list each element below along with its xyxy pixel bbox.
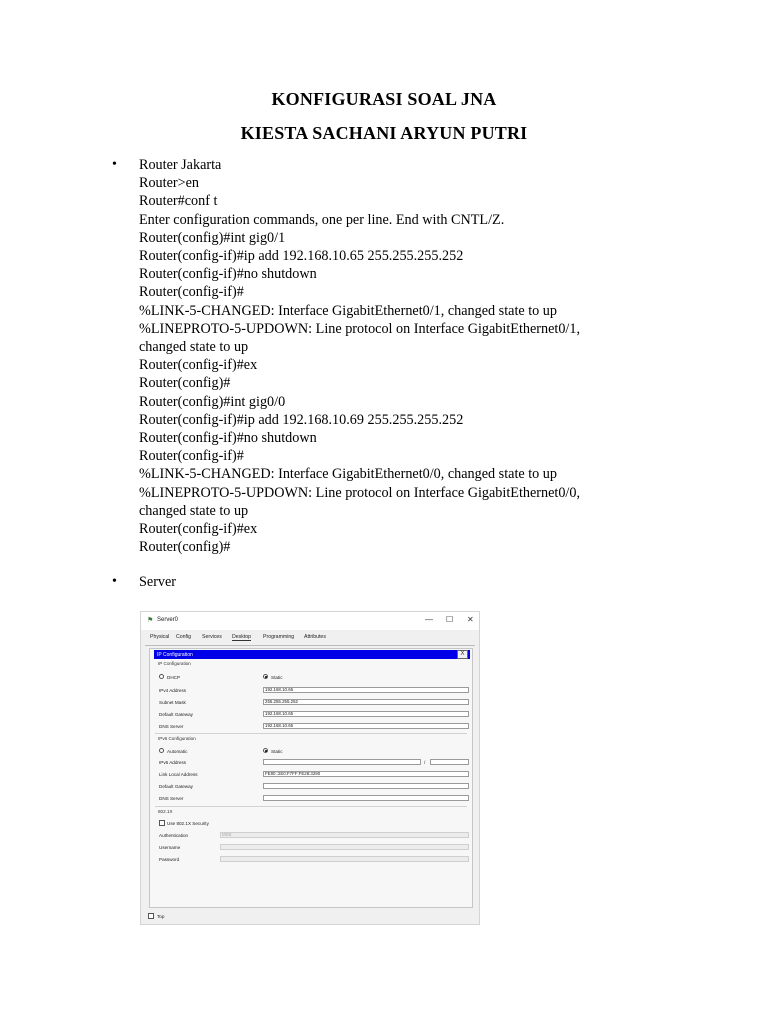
panel-title: IP Configuration (157, 651, 193, 658)
config-line: Router(config-if)#ip add 192.168.10.69 255.255.255.252 (139, 411, 464, 428)
ipv6-static-label: Static (271, 749, 283, 754)
server-icon: ⚑ (147, 617, 154, 624)
ipv4-address-label: IPv4 Address (159, 688, 187, 693)
default-gateway-input[interactable]: 192.168.10.65 (263, 711, 469, 717)
link-local-label: Link Local Address (159, 772, 198, 777)
tab-physical[interactable]: Physical (150, 634, 170, 640)
ipv6-dns-server-input[interactable] (263, 795, 469, 801)
ipv6-static-radio[interactable] (263, 748, 268, 753)
automatic-label: Automatic (167, 749, 188, 754)
bullet-icon: • (112, 574, 117, 589)
config-line: changed state to up (139, 502, 249, 519)
config-line: %LINEPROTO-5-UPDOWN: Line protocol on Interface GigabitEthernet0/1, (139, 320, 581, 337)
minimize-icon[interactable]: — (425, 615, 433, 624)
dns-server-input[interactable]: 192.168.10.66 (263, 723, 469, 729)
ipv6-section-label: IPv6 Configuration (158, 736, 196, 741)
server-label: Server (139, 574, 177, 590)
subnet-mask-input[interactable]: 255.255.255.252 (263, 699, 469, 705)
config-line: Router(config)#int gig0/1 (139, 229, 286, 246)
config-line: Router(config)#int gig0/0 (139, 393, 286, 410)
close-icon[interactable]: ✕ (467, 615, 474, 624)
ipv6-default-gateway-label: Default Gateway (159, 784, 193, 789)
config-line: Router(config-if)# (139, 448, 244, 465)
tab-desktop[interactable]: Desktop (232, 634, 252, 640)
tab-attributes[interactable]: Attributes (304, 634, 326, 640)
ip-configuration-panel (149, 648, 473, 908)
config-line: Router(config-if)# (139, 284, 244, 301)
router-config-lines (139, 156, 639, 556)
prefix-separator: / (424, 760, 426, 765)
use-8021x-label: Use 802.1X Security (167, 821, 209, 826)
username-input[interactable] (220, 844, 469, 850)
config-line: Router>en (139, 175, 200, 192)
authentication-label: Authentication (159, 833, 189, 838)
subnet-mask-label: Subnet Mask (159, 700, 186, 705)
config-line: Router(config)# (139, 539, 231, 556)
dns-server-label: DNS Server (159, 724, 184, 729)
config-line: Router(config-if)#no shutdown (139, 266, 317, 283)
tab-divider (145, 645, 475, 646)
tab-programming[interactable]: Programming (263, 634, 295, 640)
config-line: %LINK-5-CHANGED: Interface GigabitEthernet0/1, changed state to up (139, 302, 557, 319)
tab-services[interactable]: Services (202, 634, 222, 640)
password-input[interactable] (220, 856, 469, 862)
ipv6-address-input[interactable] (263, 759, 421, 765)
static-label: Static (271, 675, 283, 680)
top-checkbox-label: Top (157, 914, 165, 919)
static-radio[interactable] (263, 674, 268, 679)
dhcp-label: DHCP (167, 675, 181, 680)
ipv6-address-label: IPv6 Address (159, 760, 187, 765)
section-divider (155, 733, 467, 734)
bullet-icon: • (112, 157, 117, 172)
link-local-input[interactable]: FE80::2E0:F7FF:FE28:3290 (263, 771, 469, 777)
config-line: Router(config-if)#ex (139, 521, 258, 538)
section-divider (155, 806, 467, 807)
document-title: KONFIGURASI SOAL JNA (271, 89, 497, 109)
config-line: Enter configuration commands, one per line. End with CNTL/Z. (139, 211, 505, 228)
server-window-screenshot (140, 611, 480, 925)
router-heading: Router Jakarta (139, 157, 222, 173)
config-line: Router(config-if)#no shutdown (139, 430, 317, 447)
window-title: Server0 (157, 617, 179, 623)
username-label: Username (159, 845, 181, 850)
panel-close-button[interactable]: X (457, 650, 468, 659)
use-8021x-checkbox[interactable] (159, 820, 165, 826)
config-line: Router(config-if)#ex (139, 357, 258, 374)
config-line: Router(config-if)#ip add 192.168.10.65 255.255.255.252 (139, 248, 464, 265)
default-gateway-label: Default Gateway (159, 712, 193, 717)
password-label: Password (159, 857, 180, 862)
maximize-icon[interactable]: ☐ (446, 615, 454, 624)
authentication-select[interactable]: MD5 (220, 832, 469, 838)
ipv4-section-label: IP Configuration (158, 661, 191, 666)
window-titlebar (141, 612, 479, 630)
ipv4-address-input[interactable]: 192.168.10.66 (263, 687, 469, 693)
config-line: Router(config)# (139, 375, 231, 392)
config-line: %LINEPROTO-5-UPDOWN: Line protocol on Interface GigabitEthernet0/0, (139, 484, 581, 501)
document-author: KIESTA SACHANI ARYUN PUTRI (240, 123, 528, 143)
config-line: Router#conf t (139, 193, 218, 210)
config-line: %LINK-5-CHANGED: Interface GigabitEthernet0/0, changed state to up (139, 466, 557, 483)
automatic-radio[interactable] (159, 748, 164, 753)
top-checkbox[interactable] (148, 913, 154, 919)
ipv6-dns-server-label: DNS Server (159, 796, 184, 801)
panel-header (154, 650, 470, 659)
ipv6-default-gateway-input[interactable] (263, 783, 469, 789)
dot1x-section-label: 802.1X (158, 809, 173, 814)
dhcp-radio[interactable] (159, 674, 164, 679)
tab-config[interactable]: Config (176, 634, 191, 640)
ipv6-prefix-input[interactable] (430, 759, 469, 765)
config-line: changed state to up (139, 339, 249, 356)
